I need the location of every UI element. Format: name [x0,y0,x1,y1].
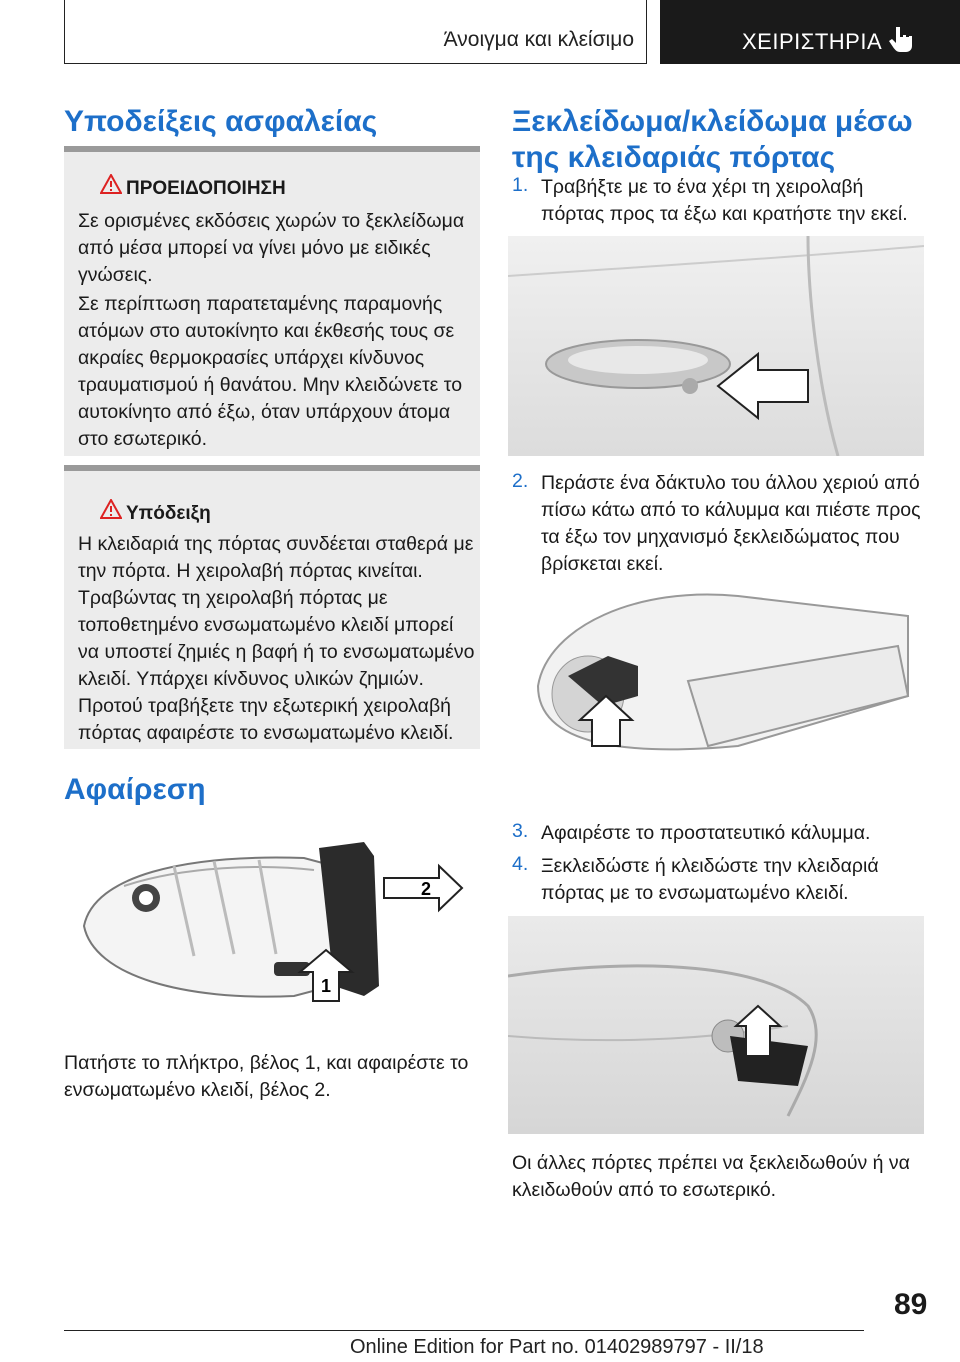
hand-pointer-icon [886,24,916,54]
header-chapter-box [660,0,960,64]
closing-text: Οι άλλες πόρτες πρέπει να ξεκλειδωθούν ή να κλειδωθούν από το εσωτερικό. [512,1152,910,1201]
warning-triangle-icon [100,174,122,194]
notice-title: Υπόδειξη [126,503,211,524]
removal-text: Πατήστε το πλήκτρο, βέλος 1, και αφαιρέστε το ενσωματωμένο κλειδί, βέλος 2. [64,1052,469,1101]
door-handle-photo [508,236,924,456]
step-2-text: Περάστε ένα δάκτυλο του άλλου χεριού από πίσω κάτω από το κάλυμμα και πιέστε προς τα έξω τον μηχανισμό ξεκλειδώματος που βρίσκεται εκεί. [541,472,921,575]
page-number: 89 [894,1288,928,1321]
safety-heading: Υποδείξεις ασφαλείας [64,105,378,138]
step-3-number: 3. [512,820,529,842]
footer-rule [64,1330,864,1331]
header-section-title: Άνοιγμα και κλείσιμο [443,28,634,51]
step-1-text: Τραβήξτε με το ένα χέρι τη χειρολαβή πόρτας προς τα έξω και κρατήστε την εκεί. [541,176,908,225]
footer-edition: Online Edition for Part no. 01402989797 - II/18 [350,1336,764,1358]
warning-paragraph-1: Σε ορισμένες εκδόσεις χωρών το ξεκλείδωμα από μέσα μπορεί να γίνει μόνο με ειδικές γνώσεις. [78,210,465,286]
notice-box [64,465,480,749]
header-chapter-title: ΧΕΙΡΙΣΤΗΡΙΑ [742,29,883,54]
header-section-box [64,0,647,64]
key-in-lock-photo [508,916,924,1134]
step-2-number: 2. [512,470,529,492]
removal-heading: Αφαίρεση [64,773,206,806]
arrow-1-label: 1 [320,976,332,996]
notice-triangle-icon [100,499,122,519]
key-fob-illustration [64,836,480,1024]
notice-paragraph: Η κλειδαριά της πόρτας συνδέεται σταθερά με την πόρτα. Η χειρολαβή πόρτας κινείται. Τραβώντας τη χειρολαβή πόρτας με τοποθετημένο ενσωματωμένο κλειδί μπορεί να υποστεί ζημιές η βαφή ή το ενσωματωμένο κλειδί. Υπάρχει κίνδυνος υλικών ζημιών. Προτού τραβήξετε την εξωτερική χειρολαβή πόρτας αφαιρέστε το ενσωματωμένο κλειδί. [78,533,475,744]
step-3-text: Αφαιρέστε το προστατευτικό κάλυμμα. [541,822,871,844]
step-4-number: 4. [512,853,529,875]
step-4-text: Ξεκλειδώστε ή κλειδώστε την κλειδαριά πόρτας με το ενσωματωμένο κλειδί. [541,855,879,904]
pull-arrow-icon [718,354,808,418]
warning-paragraph-2: Σε περίπτωση παρατεταμένης παραμονής ατόμων στο αυτοκίνητο και έκθεσής τους σε ακραίες θερμοκρασίες υπάρχει κίνδυνος τραυματισμού ή θανάτου. Μην κλειδώνετε το αυτοκίνητο από έξω, όταν υπάρχουν άτομα στο εσωτερικό. [78,293,463,450]
arrow-2-label: 2 [420,879,432,899]
lock-heading: Ξεκλείδωμα/κλείδωμα μέσω της κλειδαριάς πόρτας [512,105,913,174]
lock-cover-illustration [508,586,924,804]
warning-box [64,146,480,456]
warning-title: ΠΡΟΕΙΔΟΠΟΙΗΣΗ [126,178,286,199]
step-1-number: 1. [512,174,529,196]
